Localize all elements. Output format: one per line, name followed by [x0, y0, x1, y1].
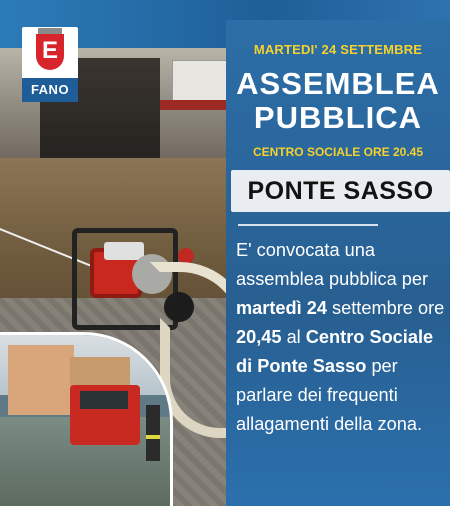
red-band — [160, 100, 226, 110]
truck-window — [80, 391, 128, 409]
event-date: MARTEDI' 24 SETTEMBRE — [253, 42, 423, 57]
divider — [238, 224, 378, 226]
firefighter — [146, 405, 160, 461]
title-line-2: PUBBLICA — [253, 100, 423, 135]
pump-tank — [104, 242, 144, 260]
logo-letter: E — [41, 37, 58, 64]
text-bold: martedì 24 — [236, 298, 327, 318]
inset-photo — [0, 332, 173, 506]
text-part: settembre ore — [326, 298, 445, 318]
event-subtitle: CENTRO SOCIALE ORE 20.45 — [252, 145, 424, 159]
text-bold: 20,45 — [236, 327, 282, 347]
text-part: per parlare dei frequenti allagamenti della zona. — [236, 356, 423, 434]
wall-sign — [172, 60, 226, 102]
text-bold: Centro Sociale di Ponte Sasso — [236, 327, 434, 376]
firefighter-stripe — [146, 435, 160, 439]
inset-house — [8, 345, 74, 415]
title-line-1: ASSEMBLEA — [236, 66, 440, 101]
text-part: al — [281, 327, 306, 347]
place-name: PONTE SASSO — [247, 177, 434, 205]
announcement-text — [236, 236, 446, 439]
logo-label: FANO — [22, 78, 78, 102]
text-part: E' convocata una assemblea pubblica per — [236, 240, 429, 289]
